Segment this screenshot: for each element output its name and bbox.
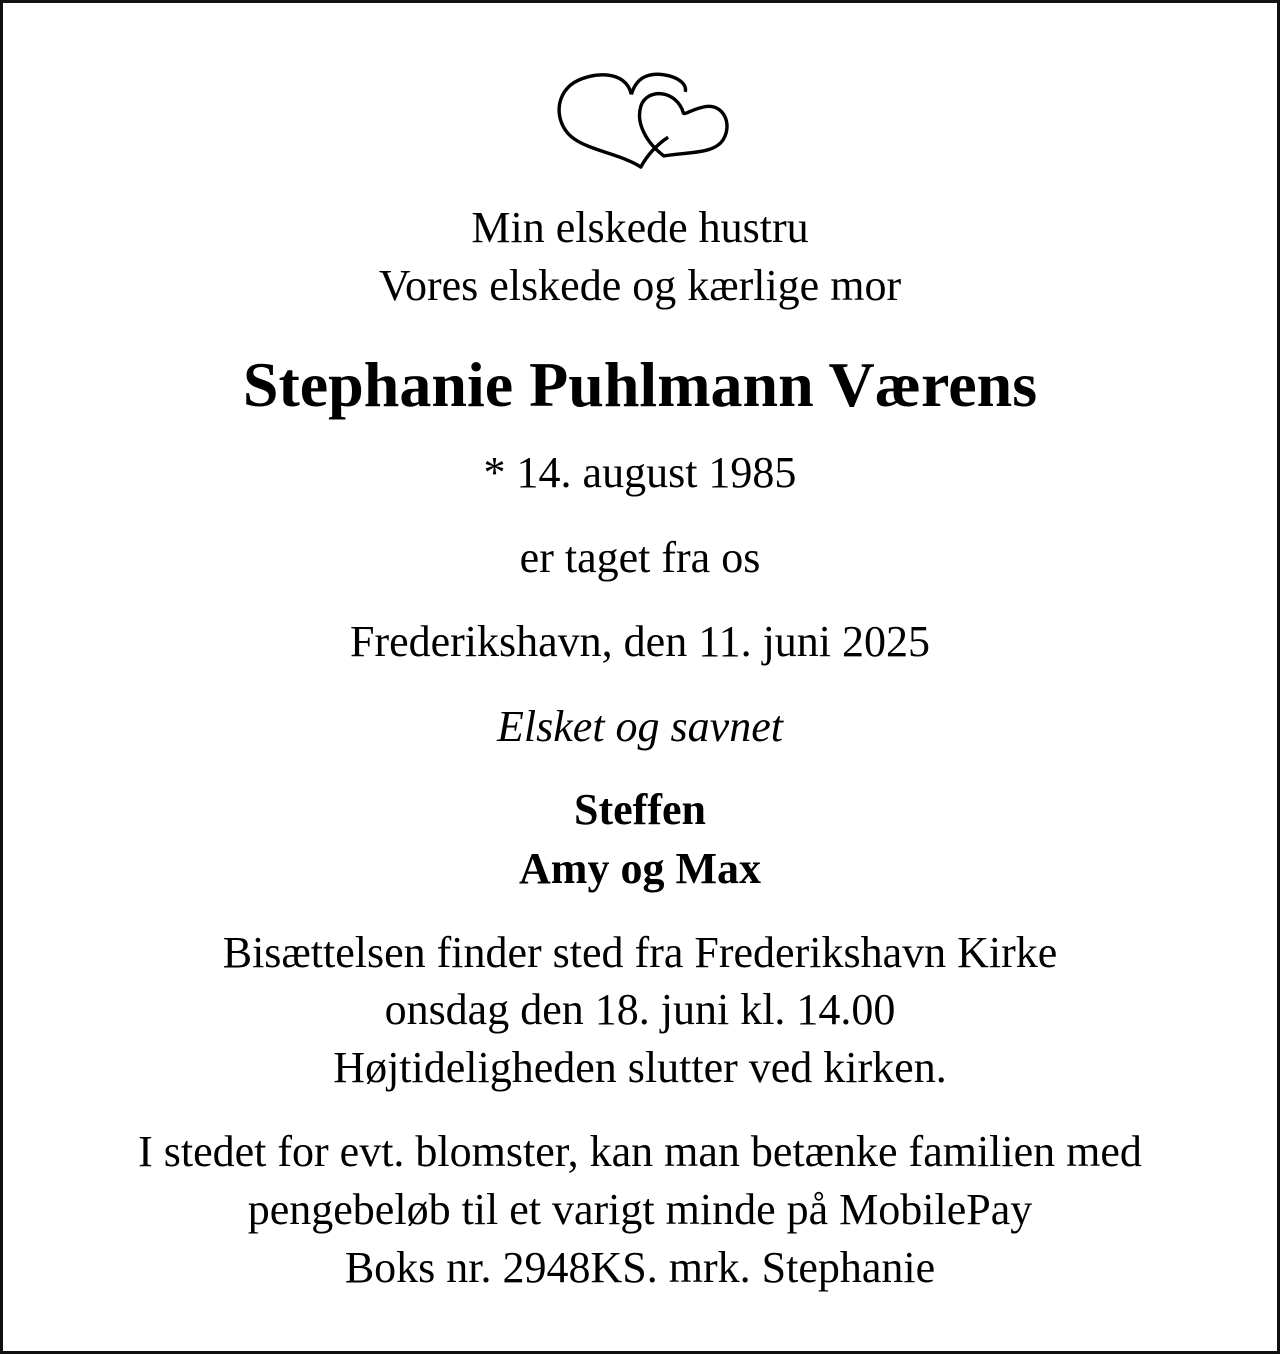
donation-line: Boks nr. 2948KS. mrk. Stephanie: [344, 1243, 936, 1292]
birth-date: * 14. august 1985: [483, 448, 797, 497]
intro-line: Vores elskede og kærlige mor: [378, 261, 902, 310]
funeral-line: Bisættelsen finder sted fra Frederikshavn Kirke: [222, 928, 1058, 977]
intro-line: Min elskede hustru: [471, 203, 809, 252]
motto: Elsket og savnet: [497, 702, 783, 751]
two-hearts-icon: [540, 60, 745, 175]
family-line: Amy og Max: [519, 844, 761, 893]
place-date: Frederikshavn, den 11. juni 2025: [349, 617, 931, 666]
donation-line: I stedet for evt. blomster, kan man betænke familien med: [138, 1127, 1142, 1176]
donation-line: pengebeløb til et varigt minde på MobilePay: [247, 1185, 1033, 1234]
deceased-name: Stephanie Puhlmann Værens: [242, 349, 1038, 420]
family-line: Steffen: [574, 785, 706, 834]
passed-text: er taget fra os: [519, 533, 761, 582]
funeral-line: Højtideligheden slutter ved kirken.: [333, 1043, 947, 1092]
funeral-line: onsdag den 18. juni kl. 14.00: [384, 985, 896, 1034]
